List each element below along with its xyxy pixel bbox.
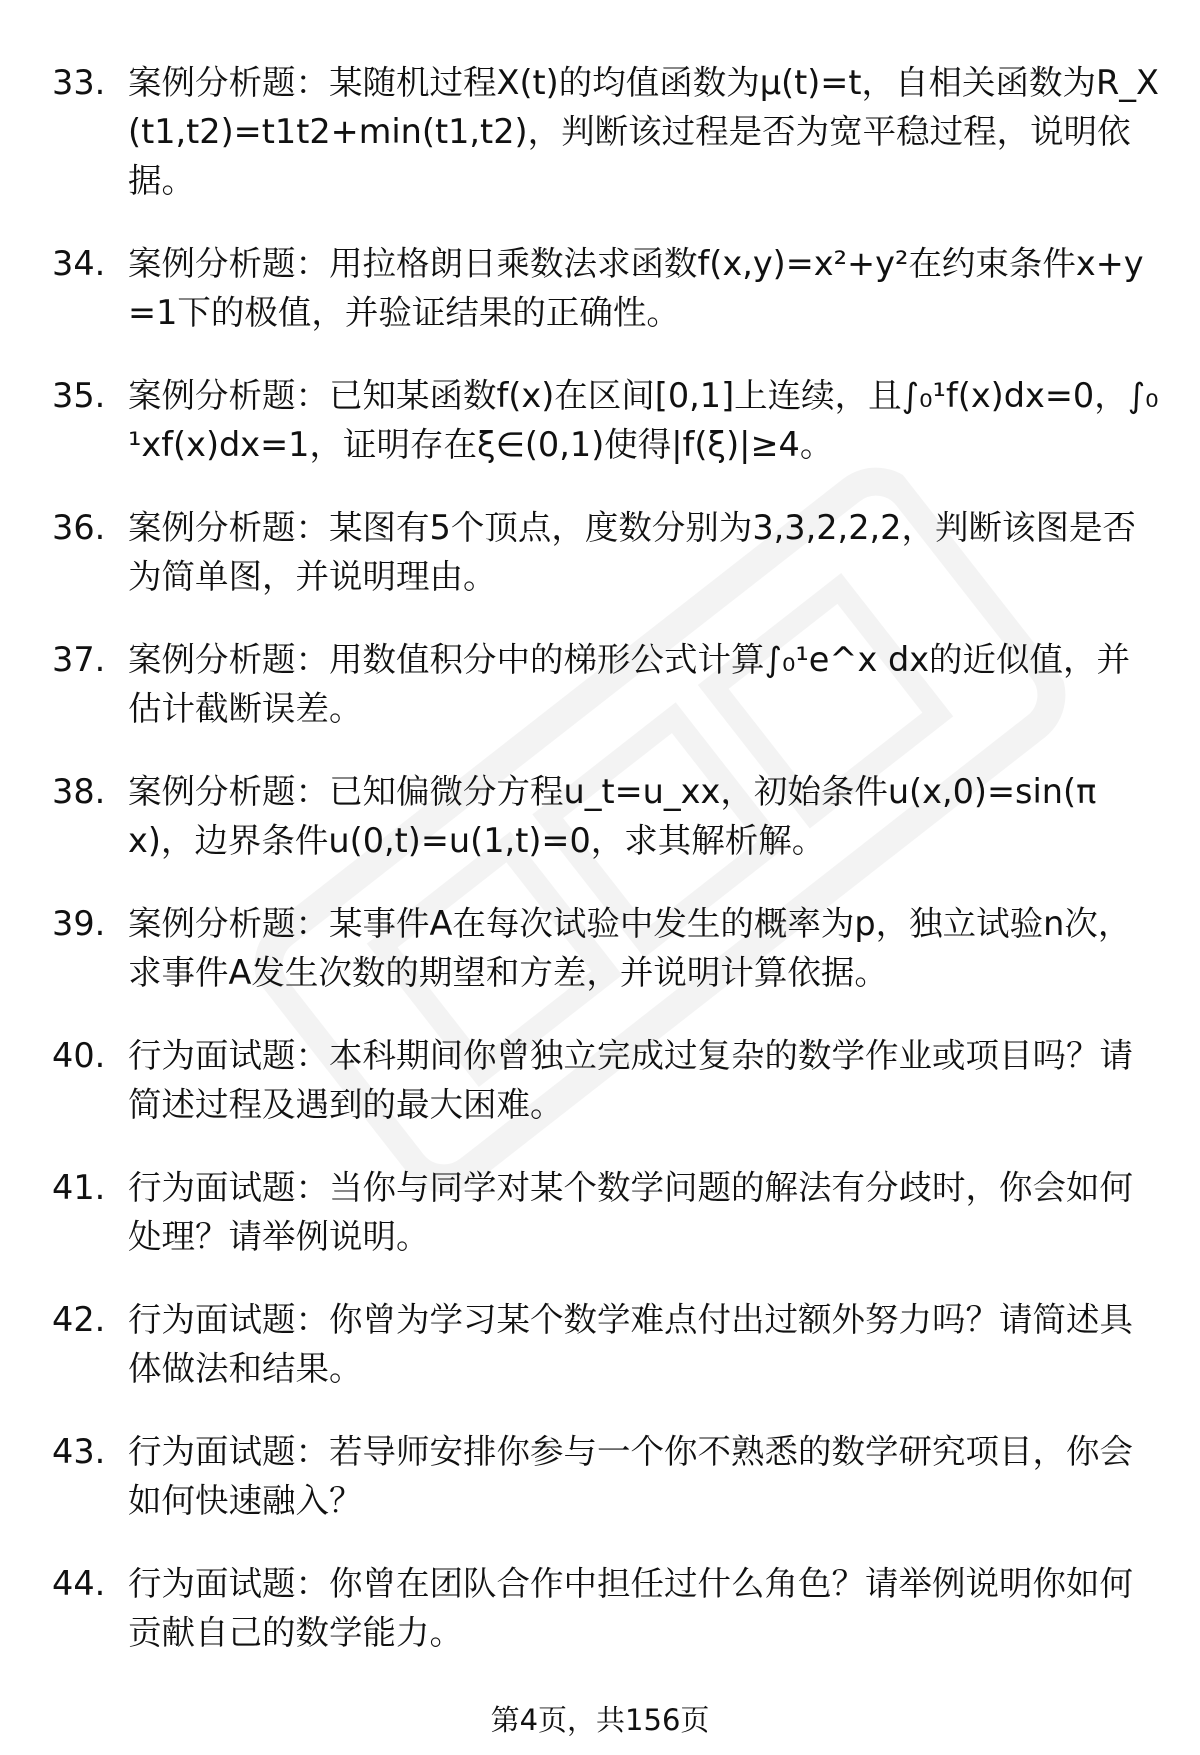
question-number: 36.	[52, 508, 106, 547]
question-text: 行为面试题：你曾在团队合作中担任过什么角色？请举例说明你如何贡献自己的数学能力。	[128, 1564, 1133, 1652]
question-number: 43.	[52, 1432, 106, 1471]
question-text: 案例分析题：用数值积分中的梯形公式计算∫₀¹e^x dx的近似值，并估计截断误差。	[128, 640, 1131, 728]
question-item	[52, 767, 1162, 865]
question-number: 35.	[52, 376, 106, 415]
question-item	[52, 503, 1162, 601]
question-text: 案例分析题：已知偏微分方程u_t=u_xx，初始条件u(x,0)=sin(πx)，边界条件u(0,t)=u(1,t)=0，求其解析解。	[128, 772, 1097, 860]
question-item	[52, 1163, 1162, 1261]
question-item	[52, 239, 1162, 337]
question-number: 33.	[52, 63, 106, 102]
question-item	[52, 1031, 1162, 1129]
question-text: 案例分析题：用拉格朗日乘数法求函数f(x,y)=x²+y²在约束条件x+y=1下的极值，并验证结果的正确性。	[128, 244, 1144, 332]
question-number: 44.	[52, 1564, 106, 1603]
question-text: 行为面试题：若导师安排你参与一个你不熟悉的数学研究项目，你会如何快速融入？	[128, 1432, 1133, 1520]
question-text: 案例分析题：某事件A在每次试验中发生的概率为p，独立试验n次，求事件A发生次数的期望和方差，并说明计算依据。	[128, 904, 1132, 992]
question-number: 38.	[52, 772, 106, 811]
question-number: 42.	[52, 1300, 106, 1339]
question-number: 37.	[52, 640, 106, 679]
question-number: 39.	[52, 904, 106, 943]
question-text: 案例分析题：已知某函数f(x)在区间[0,1]上连续，且∫₀¹f(x)dx=0，∫₀¹xf(x)dx=1，证明存在ξ∈(0,1)使得|f(ξ)|≥4。	[128, 376, 1159, 464]
question-number: 40.	[52, 1036, 106, 1075]
question-number: 41.	[52, 1168, 106, 1207]
question-item	[52, 899, 1162, 997]
question-list	[52, 58, 1162, 1691]
question-item	[52, 371, 1162, 469]
question-item	[52, 58, 1162, 205]
question-text: 案例分析题：某图有5个顶点，度数分别为3,3,2,2,2，判断该图是否为简单图，并说明理由。	[128, 508, 1136, 596]
question-item	[52, 635, 1162, 733]
question-number: 34.	[52, 244, 106, 283]
question-item	[52, 1559, 1162, 1657]
question-text: 行为面试题：当你与同学对某个数学问题的解法有分歧时，你会如何处理？请举例说明。	[128, 1168, 1133, 1256]
question-item	[52, 1427, 1162, 1525]
question-text: 案例分析题：某随机过程X(t)的均值函数为μ(t)=t，自相关函数为R_X(t1,t2)=t1t2+min(t1,t2)，判断该过程是否为宽平稳过程，说明依据。	[128, 63, 1159, 200]
page-footer: 第4页，共156页	[490, 1703, 710, 1737]
question-item	[52, 1295, 1162, 1393]
question-text: 行为面试题：本科期间你曾独立完成过复杂的数学作业或项目吗？请简述过程及遇到的最大困难。	[128, 1036, 1133, 1124]
question-text: 行为面试题：你曾为学习某个数学难点付出过额外努力吗？请简述具体做法和结果。	[128, 1300, 1133, 1388]
